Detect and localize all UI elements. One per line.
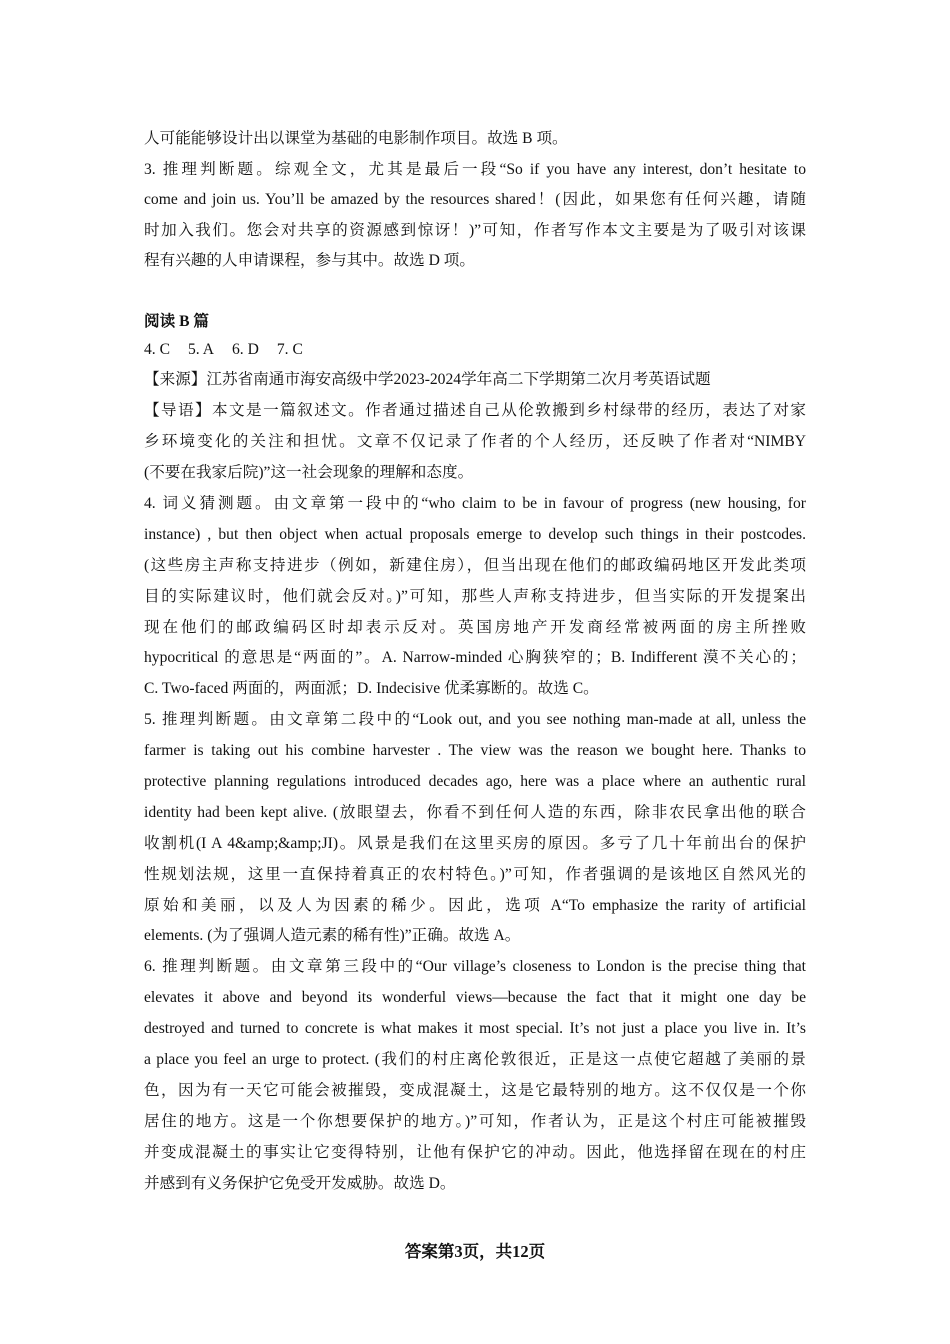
section-heading: 阅读 B 篇 [144,313,209,330]
text-line: 人可能能够设计出以课堂为基础的电影制作项目。故选 B 项。 [144,130,568,147]
text-line: 4. 词义猜测题。由文章第一段中的“who claim to be in favour of progress (new housing, for [144,494,806,512]
text-line: 性规划法规，这里一直保持着真正的农村特色。)”可知，作者强调的是该地区自然风光的 [144,865,806,883]
text-line: 5. 推理判断题。由文章第二段中的“Look out, and you see nothing man-made at all, unless the [144,711,806,729]
text-line: 居住的地方。这是一个你想要保护的地方。)”可知，作者认为，正是这个村庄可能被摧毁 [144,1112,806,1130]
text-line: 并感到有义务保护它免受开发威胁。故选 D。 [144,1174,456,1192]
text-line: elements. (为了强调人造元素的稀有性)”正确。故选 A。 [144,927,521,945]
answer-section-a [144,124,806,277]
answer-item: 5. A [188,340,214,358]
text-line: 3. 推理判断题。综观全文，尤其是最后一段“So if you have any interest, don’t hesitate to [144,160,806,178]
text-line: 现在他们的邮政编码区时却表示反对。英国房地产开发商经常被两面的房主所挫败 [144,618,806,636]
answer-section-b [144,335,806,1200]
text-line: 6. 推理判断题。由文章第三段中的“Our village’s closeness to London is the precise thing that [144,958,806,976]
text-line: 【导语】本文是一篇叙述文。作者通过描述自己从伦敦搬到乡村绿带的经历，表达了对家 [144,402,806,420]
page-footer: 答案第3页，共12页 [404,1242,546,1261]
answer-item: 4. C [144,340,170,358]
text-line: elevates it above and beyond its wonderful views—because the fact that it might one day be [144,989,806,1007]
text-line: identity had been kept alive. (放眼望去，你看不到任何人造的东西，除非农民拿出他的联合 [144,803,806,821]
source-line: 【来源】江苏省南通市海安高级中学2023-2024学年高二下学期第二次月考英语试题 [144,371,711,389]
text-line: (这些房主声称支持进步（例如，新建住房），但当出现在他们的邮政编码地区开发此类项 [144,556,806,574]
text-line: 收割机(I A 4&amp;&amp;JI)。风景是我们在这里买房的原因。多亏了几十年前出台的保护 [144,834,806,852]
text-line: (不要在我家后院)”这一社会现象的理解和态度。 [144,464,474,482]
text-line: 原始和美丽，以及人为因素的稀少。因此，选项 A“To emphasize the rarity of artificial [144,896,806,914]
text-line: come and join us. You’ll be amazed by the resources shared！(因此，如果您有任何兴趣，请随 [144,191,806,209]
text-line: farmer is taking out his combine harvester . The view was the reason we bought here. Thanks to [144,742,806,760]
text-line: hypocritical 的意思是“两面的”。A. Narrow-minded 心胸狭窄的；B. Indifferent 漠不关心的； [144,649,806,667]
answer-key-line [144,335,806,366]
text-line: destroyed and turned to concrete is what makes it most special. It’s not just a place you live in. It’s [144,1020,806,1038]
answer-item: 6. D [232,340,259,358]
text-line: C. Two-faced 两面的，两面派；D. Indecisive 优柔寡断的。故选 C。 [144,680,599,698]
text-line: a place you feel an urge to protect. (我们的村庄离伦敦很近，正是这一点使它超越了美丽的景 [144,1050,806,1068]
text-line: 乡环境变化的关注和担忧。文章不仅记录了作者的个人经历，还反映了作者对“NIMBY [144,433,806,451]
text-line: 并变成混凝土的事实让它变得特别，让他有保护它的冲动。因此，他选择留在现在的村庄 [144,1143,806,1161]
answer-item: 7. C [276,340,303,358]
text-line: instance) , but then object when actual proposals emerge to develop such things in their postcodes. [144,525,806,543]
text-line: 时加入我们。您会对共享的资源感到惊讶！)”可知，作者写作本文主要是为了吸引对该课 [144,221,806,239]
text-line: protective planning regulations introduced decades ago, here was a place where an authentic rural [144,772,806,790]
text-line: 程有兴趣的人申请课程，参与其中。故选 D 项。 [144,252,475,270]
text-line: 色，因为有一天它可能会被摧毁，变成混凝土，这是它最特别的地方。这不仅仅是一个你 [144,1081,806,1099]
text-line: 目的实际建议时，他们就会反对。)”可知，那些人声称支持进步，但当实际的开发提案出 [144,587,806,605]
